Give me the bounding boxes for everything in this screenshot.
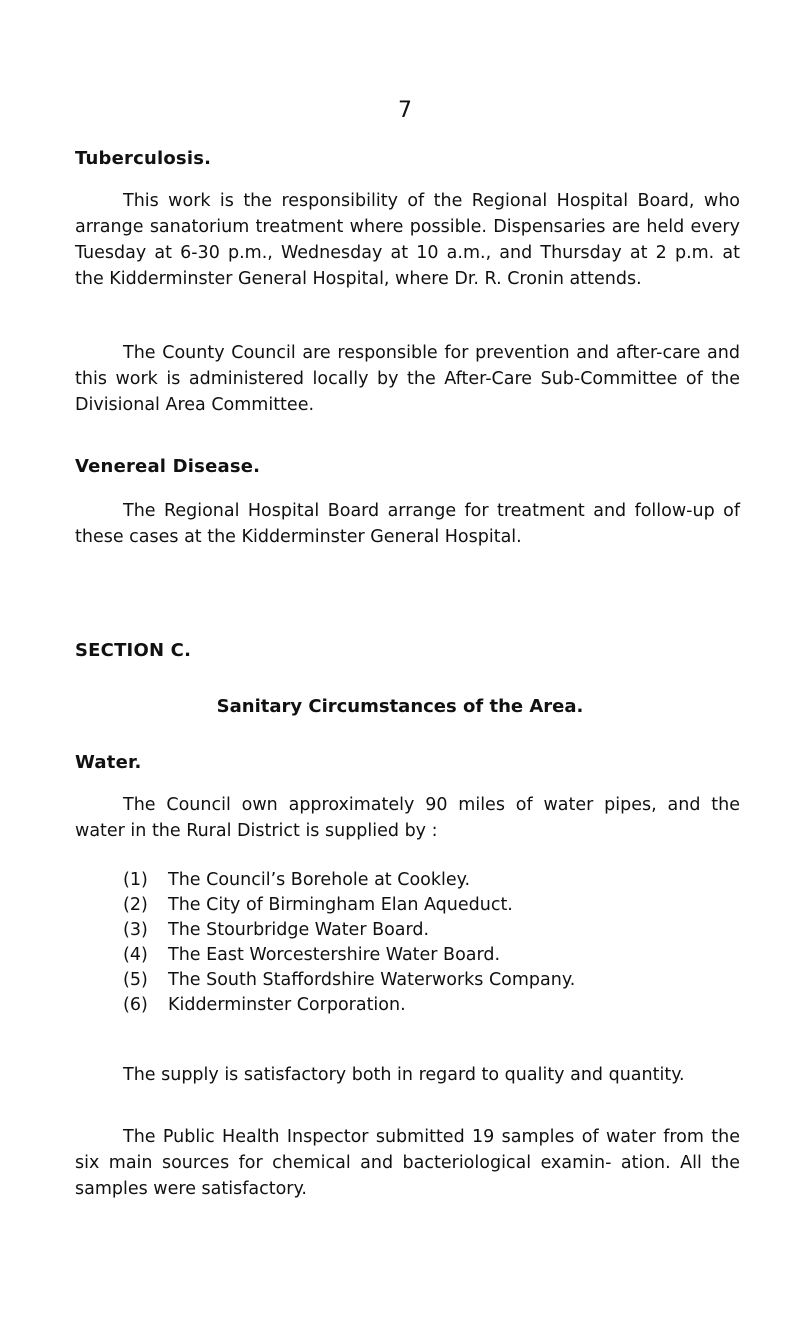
list-item — [123, 868, 575, 893]
tuberculosis-paragraph-2: The County Council are responsible for prevention and after-care and this work is administered locally by the After-Care Sub-Committee of the Divisional Area Committee. — [75, 343, 740, 415]
list-item — [123, 918, 575, 943]
tuberculosis-paragraph-1: This work is the responsibility of the Regional Hospital Board, who arrange sanatorium treatment where possible. Dispensaries are held every Tuesday at 6-30 p.m., Wednesday at 10 a.m., and Thursday at 2 p.m. at the Kidderminster General Hospital, where Dr. R. Cronin attends. — [75, 191, 740, 289]
list-item-text: Kidderminster Corporation. — [168, 995, 406, 1015]
venereal-disease-paragraph: The Regional Hospital Board arrange for treatment and follow-up of these cases at the Kidderminster General Hospital. — [75, 501, 740, 547]
list-item-text: The South Staffordshire Waterworks Company. — [168, 970, 576, 990]
list-item — [123, 968, 575, 993]
water-heading: Water. — [75, 752, 142, 773]
list-item-text: The Council’s Borehole at Cookley. — [168, 870, 471, 890]
list-item-number: (6) — [123, 995, 148, 1015]
list-item-number: (3) — [123, 920, 148, 940]
list-item-number: (1) — [123, 870, 148, 890]
list-item-text: The City of Birmingham Elan Aqueduct. — [168, 895, 513, 915]
page-number: 7 — [398, 98, 412, 123]
list-item-number: (2) — [123, 895, 148, 915]
water-samples-paragraph: The Public Health Inspector submitted 19 samples of water from the six main sources for chemical and bacteriological examin- ation. All the samples were satisfactory. — [75, 1127, 740, 1199]
water-intro-paragraph: The Council own approximately 90 miles of water pipes, and the water in the Rural District is supplied by : — [75, 795, 740, 841]
water-supply-paragraph: The supply is satisfactory both in regard to quality and quantity. — [123, 1065, 685, 1085]
venereal-disease-heading: Venereal Disease. — [75, 456, 261, 477]
list-item — [123, 943, 575, 968]
list-item — [123, 993, 575, 1018]
tuberculosis-heading: Tuberculosis. — [75, 148, 212, 169]
section-c-heading: SECTION C. — [75, 640, 192, 661]
list-item — [123, 893, 575, 918]
water-sources-list — [123, 868, 575, 1018]
section-c-subheading: Sanitary Circumstances of the Area. — [216, 696, 584, 717]
list-item-text: The East Worcestershire Water Board. — [168, 945, 501, 965]
list-item-number: (5) — [123, 970, 148, 990]
list-item-text: The Stourbridge Water Board. — [168, 920, 430, 940]
list-item-number: (4) — [123, 945, 148, 965]
